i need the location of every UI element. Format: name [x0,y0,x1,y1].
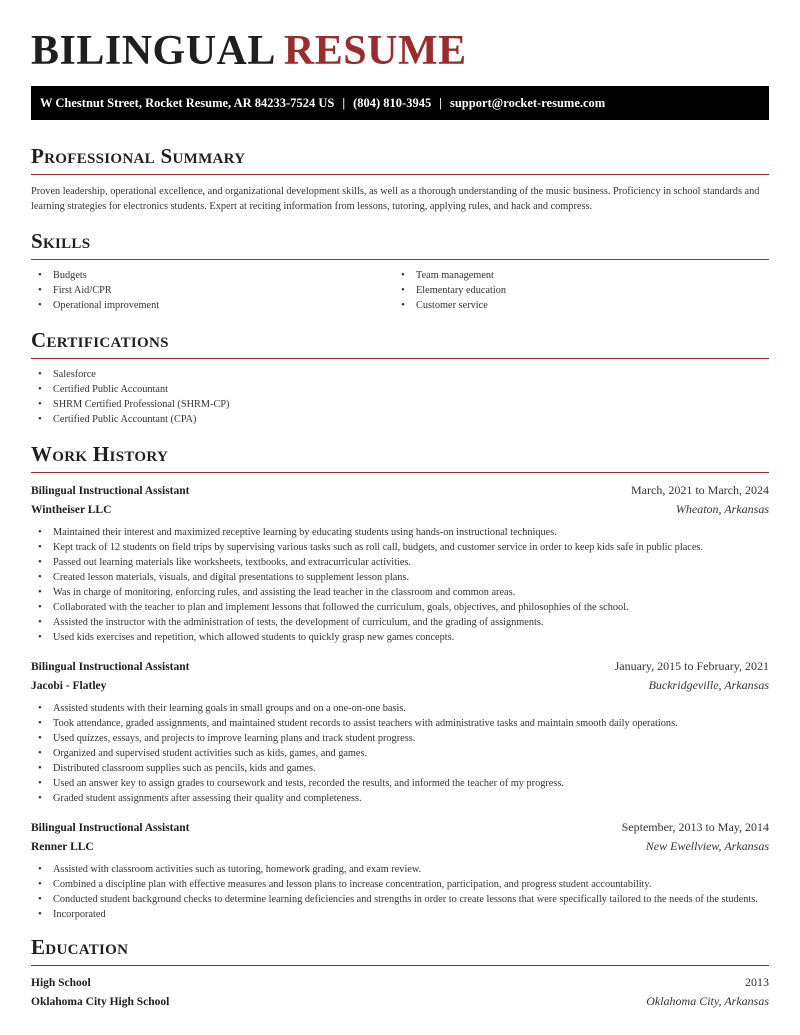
contact-bar [31,86,769,120]
skill-item: • Budgets [31,268,394,283]
certification-item: • SHRM Certified Professional (SHRM-CP) [31,397,769,412]
job-entry [31,483,769,645]
job-duty: • Distributed classroom supplies such as pencils, kids and games. [31,761,769,776]
education-year: 2013 [745,975,769,989]
section-divider [31,472,769,473]
education-location: Oklahoma City, Arkansas [646,994,769,1008]
job-title: Bilingual Instructional Assistant [31,485,190,497]
job-duties-list [31,862,769,922]
section-title-certifications: Certifications [31,328,169,352]
job-subheader-row [31,839,769,854]
job-location: New Ewellview, Arkansas [645,839,769,853]
job-duty: • Maintained their interest and maximized receptive learning by educating students using hands-on instructional techniques. [31,525,769,540]
job-company: Wintheiser LLC [31,504,112,516]
certification-item: • Certified Public Accountant (CPA) [31,412,769,427]
job-duty: • Collaborated with the teacher to plan and implement lessons that followed the curriculum, goals, objectives, and philosophies of the school. [31,600,769,615]
job-duty: • Passed out learning materials like worksheets, textbooks, and extracurricular activities. [31,555,769,570]
job-duty: • Assisted the instructor with the administration of tests, the development of curriculum, and the grading of assignments. [31,615,769,630]
skills-columns [31,268,769,313]
contact-email: support@rocket-resume.com [449,95,606,110]
job-duty: • Graded student assignments after assessing their quality and completeness. [31,791,769,806]
section-divider [31,358,769,359]
job-duties-list [31,525,769,645]
certifications-list [31,367,769,427]
education-degree: High School [31,977,91,989]
job-header-row [31,820,769,835]
section-title-summary: Professional Summary [31,144,246,168]
job-subheader-row [31,502,769,517]
job-company: Renner LLC [31,841,94,853]
summary-section [31,144,769,214]
skill-item: • First Aid/CPR [31,283,394,298]
job-header-row [31,659,769,674]
job-duty: • Organized and supervised student activities such as kids, games, and games. [31,746,769,761]
contact-address: W Chestnut Street, Rocket Resume, AR 84233-7524 US [40,95,335,110]
last-name: RESUME [283,28,467,74]
job-duty: • Kept track of 12 students on field trips by supervising various tasks such as roll call, budgets, and customer service in order to keep kids safe in public places. [31,540,769,555]
job-duty: • Used kids exercises and repetition, which allowed students to quickly grasp new games concepts. [31,630,769,645]
skills-section [31,229,769,313]
education-school: Oklahoma City High School [31,996,170,1008]
job-duties-list [31,701,769,806]
section-title-skills: Skills [31,229,91,253]
job-duty: • Used an answer key to assign grades to coursework and tests, recorded the results, and informed the teacher of my progress. [31,776,769,791]
contact-separator: | [439,95,442,110]
contact-phone: (804) 810-3945 [353,95,432,110]
education-section [31,935,769,1009]
job-dates: September, 2013 to May, 2014 [621,820,769,834]
job-location: Buckridgeville, Arkansas [648,678,769,692]
section-divider [31,259,769,260]
job-dates: January, 2015 to February, 2021 [614,659,769,673]
work-history-section [31,442,769,922]
job-duty: • Assisted with classroom activities such as tutoring, homework grading, and exam review. [31,862,769,877]
skill-item: • Team management [394,268,757,283]
skill-item: • Customer service [394,298,757,313]
section-title-work-history: Work History [31,442,169,466]
job-duty: • Used quizzes, essays, and projects to improve learning plans and track student progress. [31,731,769,746]
first-name: BILINGUAL [31,28,276,74]
job-dates: March, 2021 to March, 2024 [631,483,769,497]
skills-left-list [31,268,394,313]
section-divider [31,965,769,966]
job-entry [31,659,769,806]
job-duty: • Created lesson materials, visuals, and digital presentations to supplement lesson plans. [31,570,769,585]
skill-item: • Operational improvement [31,298,394,313]
summary-text: Proven leadership, operational excellence, and organizational development skills, as well as a thorough understanding of the music business. Proficiency in school standards and learning strategies for electronics students. Expert at reciting information from lessons, tutoring, applying rules, and hack and compress. [31,186,760,212]
skills-right-list [394,268,757,313]
job-entry [31,820,769,922]
skill-item: • Elementary education [394,283,757,298]
certification-item: • Certified Public Accountant [31,382,769,397]
resume-name [31,0,769,74]
job-location: Wheaton, Arkansas [675,502,769,516]
certification-item: • Salesforce [31,367,769,382]
education-subheader-row [31,994,769,1009]
certifications-section [31,328,769,427]
section-title-education: Education [31,935,129,959]
job-company: Jacobi - Flatley [31,680,107,692]
job-duty: • Took attendance, graded assignments, and maintained student records to assist teachers with administrative tasks and maintain smooth daily operations. [31,716,769,731]
job-title: Bilingual Instructional Assistant [31,661,190,673]
education-header-row [31,975,769,990]
job-title: Bilingual Instructional Assistant [31,822,190,834]
education-entry [31,975,769,1009]
job-duty: • Conducted student background checks to determine learning deficiencies and strengths in order to create lessons that were specifically tailored to the needs of the students. [31,892,769,907]
section-divider [31,174,769,175]
job-duty: • Was in charge of monitoring, enforcing rules, and assisting the lead teacher in the classroom and common areas. [31,585,769,600]
job-duty: • Incorporated [31,907,769,922]
job-header-row [31,483,769,498]
job-duty: • Combined a discipline plan with effective measures and lesson plans to increase concentration, participation, and progress student accountability. [31,877,769,892]
job-duty: • Assisted students with their learning goals in small groups and on a one-on-one basis. [31,701,769,716]
contact-separator: | [342,95,346,110]
job-subheader-row [31,678,769,693]
